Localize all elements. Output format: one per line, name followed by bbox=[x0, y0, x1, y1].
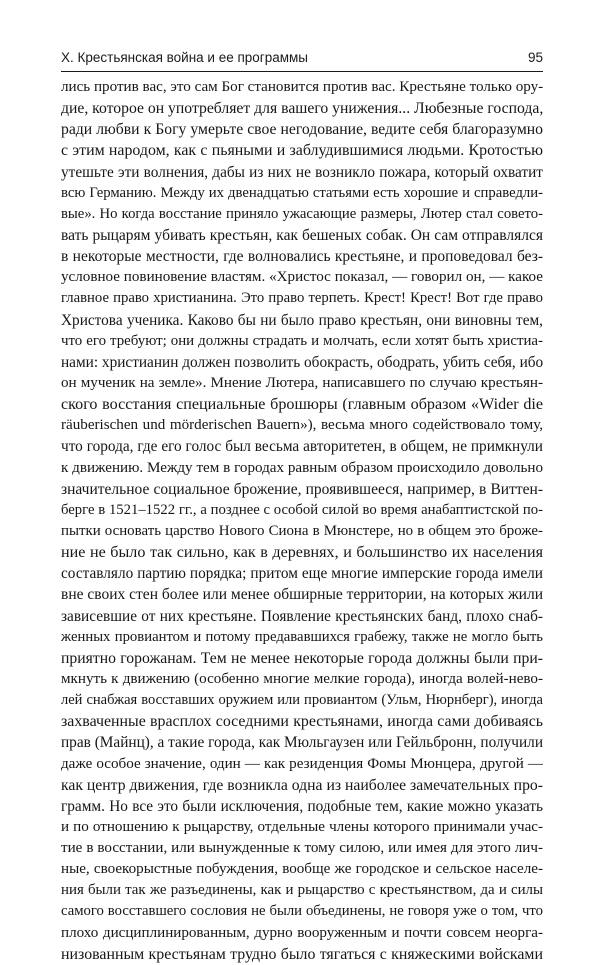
text-line: ные, своекорыстные побуждения, вообще же городское и сельское населе- bbox=[61, 861, 543, 878]
text-line: зависевшие от них крестьяне. Появление крестьянских банд, плохо снаб- bbox=[61, 607, 543, 625]
text-line: что города, где его голос был весьма авторитетен, в общем, не примкнули bbox=[61, 438, 543, 456]
text-line: берге в 1521–1522 гг., а позднее с особой силой во время анабаптистской по- bbox=[61, 501, 543, 518]
text-line: вые». Но когда восстание приняло ужасающие размеры, Лютер стал совето- bbox=[61, 205, 543, 222]
text-line: самого восставшего сословия не были объединены, не говоря уже о том, что bbox=[61, 903, 543, 920]
text-line: лей снабжая восставших оружием или провиантом (Ульм, Нюрнберг), иногда bbox=[61, 692, 543, 709]
text-line: пытки основать царство Нового Сиона в Мюнстере, но в общем это броже- bbox=[61, 522, 543, 539]
text-line: что его требуют; они должны страдать и молчать, если хотят быть христиа- bbox=[61, 332, 543, 349]
text-line: плохо дисциплинированным, дурно вооруженным и почти совсем неорга- bbox=[61, 924, 543, 941]
text-line: составляло партию порядка; притом еще многие имперские города имели bbox=[61, 565, 543, 583]
text-line: как центр движения, где возникла одна из наиболее замечательных про- bbox=[61, 776, 543, 794]
text-line: в некоторые местности, где волновались крестьяне, и проповедовал без- bbox=[61, 248, 543, 266]
running-head bbox=[61, 50, 543, 68]
text-line: прав (Майнц), а такие города, как Мюльгаузен или Гейльбронн, получили bbox=[61, 734, 543, 752]
text-line: Христова ученика. Каково бы ни было право крестьян, они виновны тем, bbox=[61, 311, 543, 329]
header-rule bbox=[61, 71, 543, 72]
text-line: ние не было так сильно, как в деревнях, и большинство их населения bbox=[61, 544, 543, 562]
text-line: грамм. Но все это были исключения, подобные тем, какие можно указать bbox=[61, 797, 543, 815]
text-line: дие, которое он употребляет для вашего унижения... Любезные господа, bbox=[61, 100, 543, 118]
text-line: главное право христианина. Это право терпеть. Крест! Крест! Вот где право bbox=[61, 290, 543, 307]
text-line: он мученик на земле». Мнение Лютера, написавшего по случаю крестьян- bbox=[61, 374, 543, 391]
text-line: вать рыцарям убивать крестьян, как бешеных собак. Он сам отправлялся bbox=[61, 226, 543, 244]
text-line: лись против вас, это сам Бог становится против вас. Крестьяне только ору- bbox=[61, 79, 543, 95]
text-line: ради любви к Богу умерьте свое негодование, ведите себя благоразумно bbox=[61, 121, 543, 139]
page-number: 95 bbox=[527, 50, 543, 65]
text-line: к движению. Между тем в городах равным образом происходило довольно bbox=[61, 459, 543, 476]
text-line: даже особое значение, один — как резиденция Фомы Мюнцера, другой — bbox=[61, 755, 543, 772]
text-line: условное повиновение властям. «Христос показал, — говорил он, — какое bbox=[61, 269, 543, 286]
chapter-title: X. Крестьянская война и ее программы bbox=[61, 50, 309, 65]
text-line: räuberischen und mörderischen Bauern»), весьма много содействовало тому, bbox=[61, 417, 543, 434]
text-line: ния были так же разъединены, как и рыцарство с крестьянством, да и силы bbox=[61, 882, 543, 899]
text-line: и по отношению к рыцарству, отдельные члены которого принимали учас- bbox=[61, 818, 543, 835]
text-line: мкнуть к движению (особенно многие мелкие города), иногда волей-нево- bbox=[61, 670, 543, 687]
text-line: с этим народом, как с пьяными и заблудившимися людьми. Кротостью bbox=[61, 142, 543, 160]
text-line: женных провиантом и потому предававшихся грабежу, также не могло быть bbox=[61, 628, 543, 645]
text-line: приятно горожанам. Тем не менее некоторые города должны были при- bbox=[61, 649, 543, 667]
text-line: всю Германию. Между их двенадцатью статьями есть хорошие и справедли- bbox=[61, 184, 543, 201]
text-line: значительное социальное брожение, проявившееся, например, в Виттен- bbox=[61, 480, 543, 498]
text-line: нами: христианин должен позволить обокрасть, ободрать, убить себя, ибо bbox=[61, 353, 543, 371]
body-text bbox=[61, 77, 543, 965]
text-line: захваченные врасплох соседними крестьянами, иногда сами добиваясь bbox=[61, 713, 543, 731]
text-line: тие в восстании, или вынужденные к тому силою, или имея для этого лич- bbox=[61, 840, 543, 857]
text-line: вне своих стен более или менее обширные территории, на которых жили bbox=[61, 586, 543, 604]
text-line: ского восстания специальные брошюры (главным образом «Wider die bbox=[61, 396, 543, 414]
text-line: низованным крестьянам трудно было тягаться с княжескими войсками bbox=[61, 945, 543, 963]
text-line: утешьте эти волнения, дабы из них не возникло пожара, который охватит bbox=[61, 163, 543, 181]
